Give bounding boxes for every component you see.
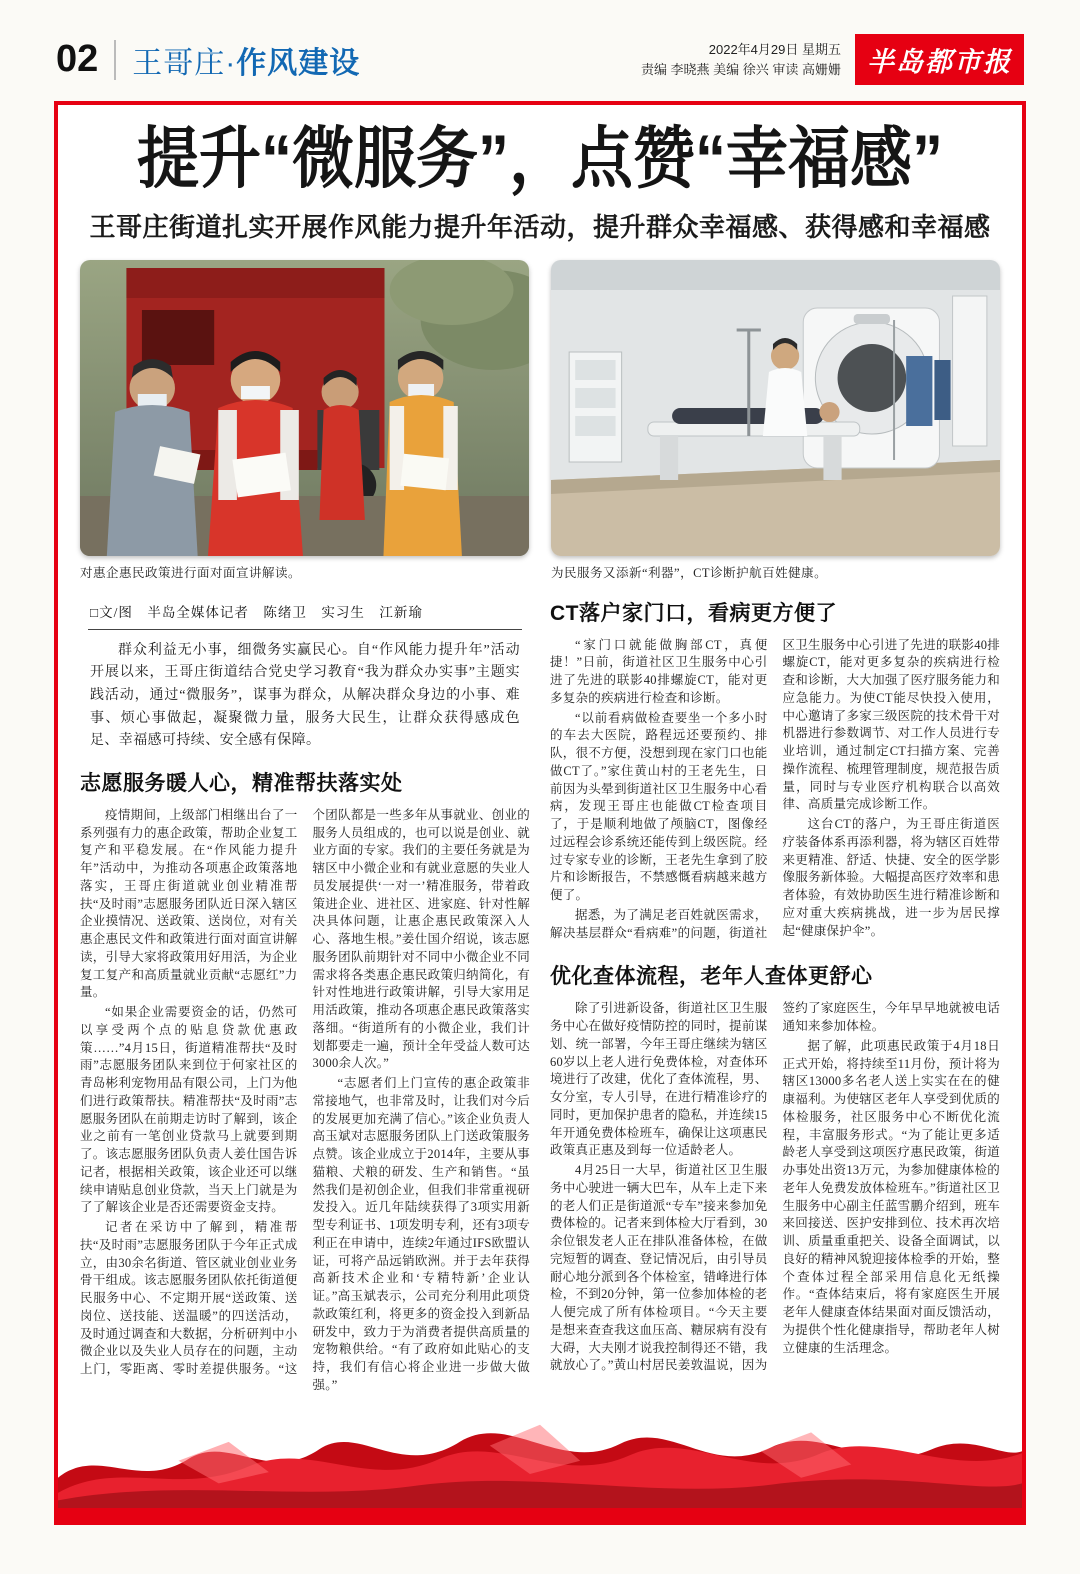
- paragraph: 4月25日一大早，街道社区卫生服务中心驶进一辆大巴车，从车上走下来的老人们正是街道派“专车”接来参加免费体检的。记者来到体检大厅看到，30余位银发老人正在排队准备体检，在做完短暂的调查、登记情况后，由引导员耐心地分派到各个体检室，错峰进行体检，不到20分钟，第一位参加体检的老人便完成了所有体检项目。“今天主要是想来查查我这血压高、糖尿病有没有大碍，大夫刚才说我控制得还不错，我就放心了。”黄山村居民姜敦温说，因为签约了家庭医生，今年早早地就被电话通知来参加体检。: [550, 1001, 1000, 1373]
- section-body-volunteer: [80, 807, 530, 1395]
- paragraph: “家门口就能做胸部CT，真便捷！”日前，街道社区卫生服务中心引进了先进的联影40排螺旋CT，能对更多复杂的疾病进行检查和诊断。: [550, 637, 768, 705]
- photo-row: [80, 260, 1000, 581]
- date-line: 2022年4月29日 星期五: [708, 42, 841, 57]
- paragraph: 据悉，为了满足老百姓就医需求，解决基层群众“看病难”的问题，街道社区卫生服务中心引进了先进的联影40排螺旋CT，能对更多复杂的疾病进行检查和诊断，大大加强了医疗服务能力和应急能力。为使CT能尽快投入使用，中心邀请了多家三级医院的技术骨干对机器进行参数调节、对工作人员进行专业培训，通过制定CT扫描方案、完善操作流程、梳理管理制度，规范报告质量，同时与专业医疗机构联合以高效律、高质量完成诊断工作。: [550, 637, 1000, 940]
- article-frame: [54, 101, 1026, 1525]
- right-column-group: [550, 595, 1000, 1395]
- credits-line: 责编 李晓燕 美编 徐兴 审读 高姗姗: [640, 61, 841, 77]
- bottom-red-bar: [58, 1508, 1022, 1521]
- section-body-ct: [550, 637, 1000, 943]
- intro-paragraph: 群众利益无小事，细微务实赢民心。自“作风能力提升年”活动开展以来，王哥庄街道结合党史学习教育“我为群众办实事”主题实践活动，通过“微服务”，谋事为群众，从解决群众身边的小事、难事、烦心事做起，凝聚微力量，服务大民生，让群众获得感成色足、幸福感可持续、安全感有保障。: [90, 642, 520, 749]
- photo-caption-right: 为民服务又添新“利器”，CT诊断护航百姓健康。: [551, 565, 828, 580]
- paragraph: “志愿者们上门宣传的惠企政策非常接地气，也非常及时，让我们对今后的发展更加充满了信心。”该企业负责人高玉斌对志愿服务团队上门送政策服务点赞。该企业成立于2014年，主要从事猫粮、犬粮的研发、生产和销售。“虽然我们是初创企业，但我们非常重视研发投入。近几年陆续获得了3项实用新型专利证书、1项发明专利，还有3项专利正在申请中，连续2年通过IFS欧盟认证，可将产品远销欧洲。并于去年获得高新技术企业和‘专精特新’企业认证。”高玉斌表示，公司充分利用此项贷款政策红利，将更多的资金投入到新品研发中，致力于为消费者提供高质量的宠物粮供给。“有了政府如此贴心的支持，我们有信心将企业进一步做大做强。”: [312, 1076, 530, 1392]
- paragraph: 记者在采访中了解到，精准帮扶“及时雨”志愿服务团队于今年正式成立，由30余名街道、管区就业创业业务骨干组成。该志愿服务团队依托街道便民服务中心、不定期开展“送政策、送岗位、送技能、送温暖”的四送活动，及时通过调查和大数据，分析研判中小微企业以及失业人员存在的问题，主动上门，零距离、零时差提供服务。“这个团队都是一些多年从事就业、创业的服务人员组成的，也可以说是创业、就业方面的专家。我们的主要任务就是为辖区中小微企业和有就业意愿的失业人员发展提供‘一对一’精准服务，带着政策进企业、进社区、进家庭、针对性解决具体问题，让惠企惠民政策深入人心、落地生根。”姜仕国介绍说，该志愿服务团队前期针对不同中小微企业不同需求将各类惠企惠民政策归纳简化，有针对性地进行政策讲解，引导大家用足用活政策，推动各项惠企惠民政策落实落细。“街道所有的小微企业，我们计划都要走一遍，预计全年受益人数可达3000余人次。”: [80, 807, 530, 1377]
- page-number: 02: [56, 38, 99, 80]
- sub-headline: 王哥庄街道扎实开展作风能力提升年活动，提升群众幸福感、获得感和幸福感: [89, 211, 991, 242]
- photo-figure-left: [80, 260, 529, 581]
- paragraph: 除了引进新设备，街道社区卫生服务中心在做好疫情防控的同时，提前谋划、统一部署，今年王哥庄继续为辖区60岁以上老人进行免费体检，对查体环境进行了改建，优化了查体流程，男、女分室，专人引导，在进行精准诊疗的同时，更加保护患者的隐私，并连续15年开通免费体检班车，确保让这项惠民政策真正惠及到每一位适龄老人。: [550, 1001, 768, 1158]
- byline: □文/图 半岛全媒体记者 陈绪卫 实习生 江新瑜: [88, 597, 522, 630]
- left-column-group: [80, 595, 530, 1395]
- paragraph: 据了解，此项惠民政策于4月18日正式开始，将持续至11月份，预计将为辖区13000多名老人送上实实在在的健康福利。为使辖区老年人享受到优质的体检服务，社区服务中心不断优化流程，丰富服务形式。“为了能让更多适龄老人享受到这项医疗惠民政策，街道办事处出资13万元，为参加健康体检的老年人免费发放体检班车。”街道社区卫生服务中心副主任蓝雪鹏介绍到，班车来回接送、医护安排到位、技术再次培训、质量重重把关、设备全面调试，以良好的精神风貌迎接体检季的开始，整个查体过程全部采用信息化无纸操作。“查体结束后，将有家庭医生开展老年人健康查体结果面对面反馈活动，为提供个性化健康指导，帮助老年人树立健康的生活理念。: [782, 1038, 1000, 1355]
- section-title: [132, 38, 360, 82]
- section-title-emphasis: 作风建设: [236, 46, 361, 80]
- section-title-prefix: 王哥庄·: [132, 46, 237, 80]
- main-headline: 提升“微服务”，点赞“幸福感”: [136, 122, 943, 197]
- volunteers-photo-illustration: [80, 260, 529, 556]
- photo-volunteers: [80, 260, 529, 556]
- paragraph: “以前看病做检查要坐一个多小时的车去大医院，路程远还要预约、排队，很不方便，没想到现在家门口也能做CT了。”家住黄山村的王老先生，日前因为头晕到街道社区卫生服务中心看病，发现王哥庄也能做CT检查项目了，于是顺利地做了颅脑CT，图像经过远程会诊系统还能传到上级医院。经过专家专业的诊断，王老先生拿到了胶片和诊断报告，不禁感慨看病越来越方便了。: [550, 710, 768, 902]
- newspaper-masthead: 半岛都市报: [855, 34, 1024, 85]
- section-heading-ct: CT落户家门口，看病更方便了: [550, 601, 837, 625]
- article-body: [80, 595, 1000, 1395]
- section-body-checkup: [550, 1000, 1000, 1375]
- section-heading-volunteer: 志愿服务暖人心，精准帮扶落实处: [80, 771, 403, 795]
- paragraph: “如果企业需要资金的话，仍然可以享受两个点的贴息贷款优惠政策……”4月15日，街道精准帮扶“及时雨”志愿服务团队来到位于何家社区的青岛彬利宠物用品有限公司，上门为他们进行政策帮扶。精准帮扶“及时雨”志愿服务团队在前期走访时了解到，该企业之前有一笔创业贷款马上就要到期了。该志愿服务团队负责人姜仕国告诉记者，根据相关政策，该企业还可以继续申请贴息创业贷款，当天上门就是为了了解该企业是否还需要资金支持。: [80, 1005, 298, 1215]
- photo-ct-room: [551, 260, 1000, 556]
- photo-figure-right: [551, 260, 1000, 581]
- page-header: [0, 0, 1080, 95]
- red-silk-decoration: [58, 1404, 1022, 1508]
- paragraph: 这台CT的落户，为王哥庄街道医疗装备体系再添利器，将为辖区百姓带来更精准、舒适、快捷、安全的医学影像服务新体验。大幅提高医疗效率和患者体验，有效协助医生进行精准诊断和应对重大疾病挑战，进一步为居民撑起“健康保护伞”。: [782, 817, 1000, 938]
- section-heading-checkup: 优化查体流程，老年人查体更舒心: [550, 965, 873, 989]
- photo-caption-left: 对惠企惠民政策进行面对面宣讲解读。: [80, 565, 302, 580]
- ct-room-photo-illustration: [551, 260, 1000, 556]
- header-divider: [114, 40, 116, 80]
- paragraph: 疫情期间，上级部门相继出台了一系列强有力的惠企政策，帮助企业复工复产和平稳发展。在“作风能力提升年”活动中，为推动各项惠企政策落地落实，王哥庄街道就业创业精准帮扶“及时雨”志愿服务团队近日深入辖区企业摸情况、送政策、送岗位，对有关惠企惠民文件和政策进行面对面宣讲解读，引导大家将政策用好用活，为企业复工复产和高质量就业贡献“志愿红”力量。: [80, 807, 298, 1000]
